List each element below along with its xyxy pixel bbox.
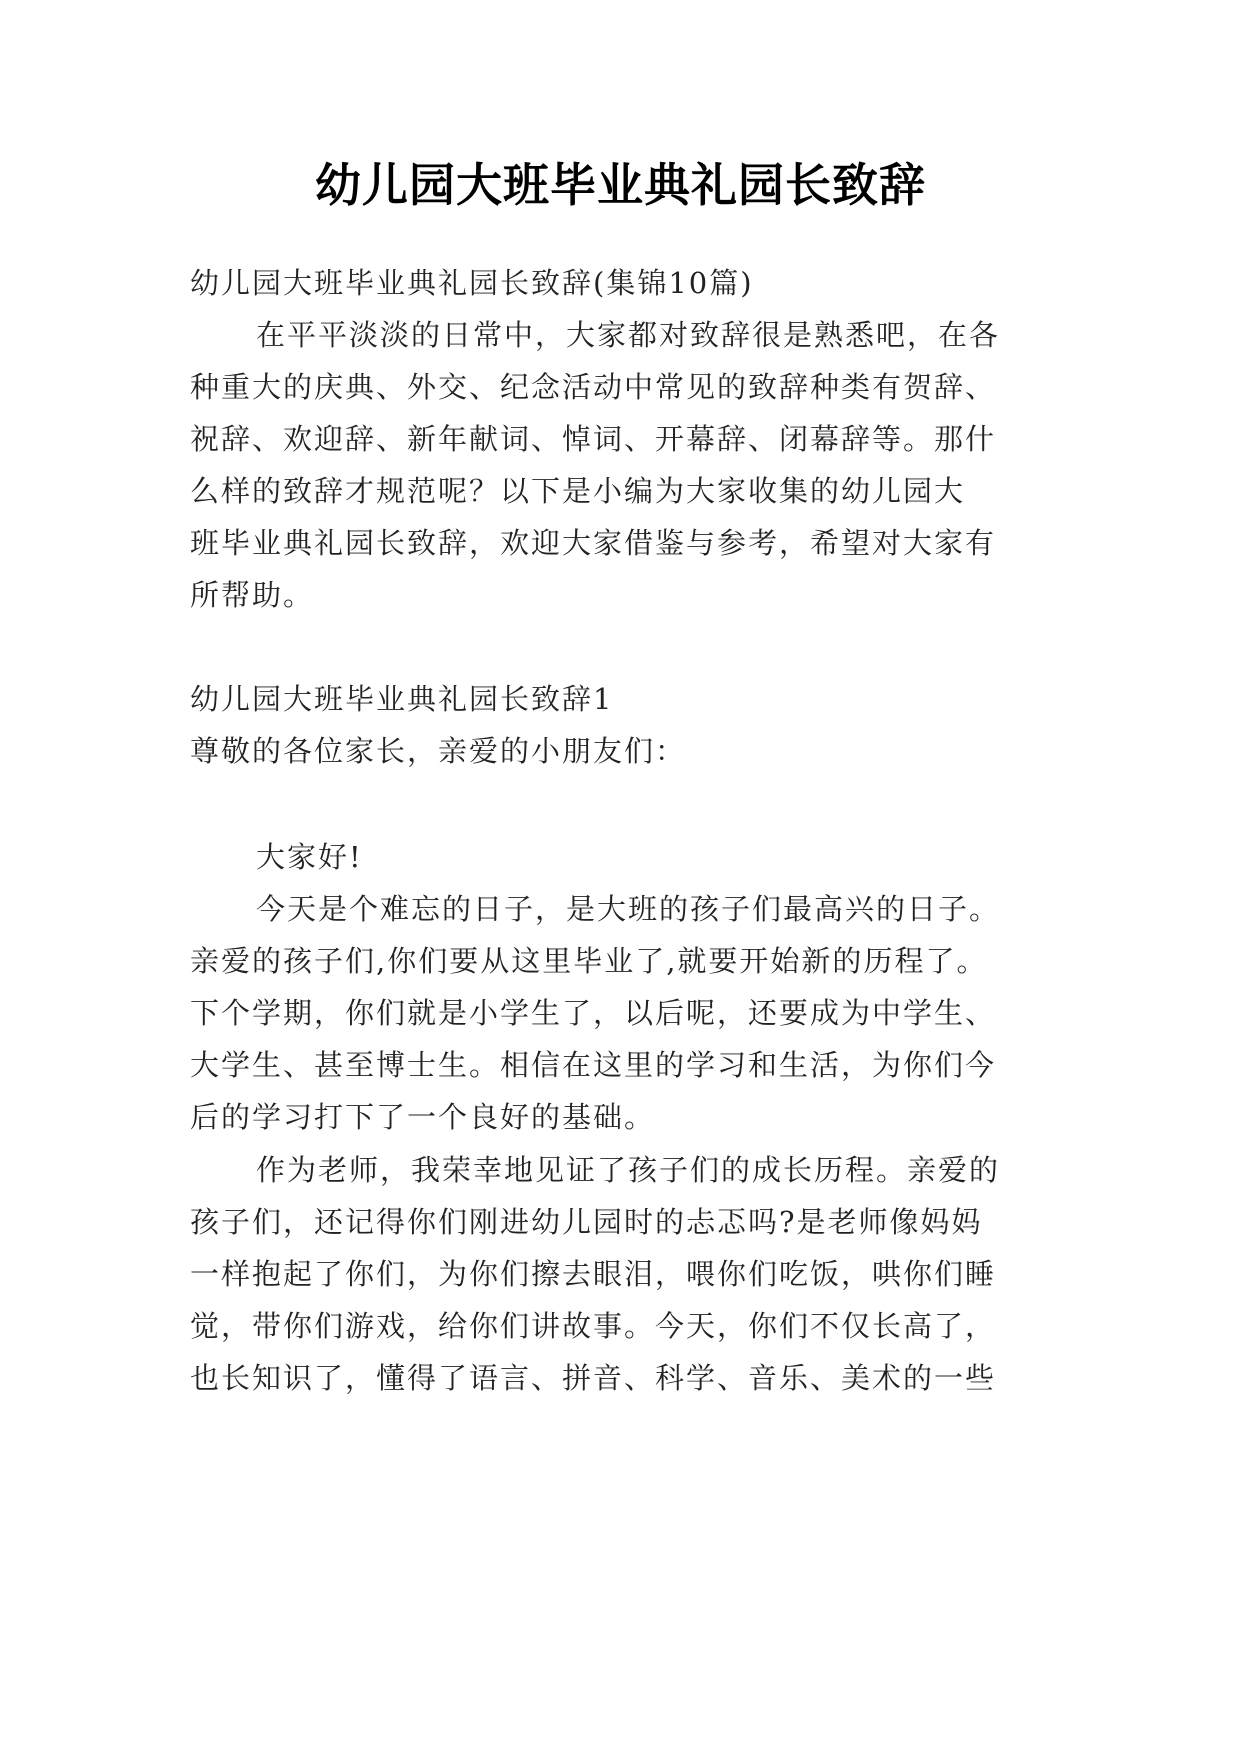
section-heading: 幼儿园大班毕业典礼园长致辞1 bbox=[190, 682, 614, 716]
intro-line: 祝辞、欢迎辞、新年献词、悼词、开幕辞、闭幕辞等。那什 bbox=[190, 422, 997, 456]
greeting: 大家好! bbox=[256, 840, 363, 874]
intro-line: 班毕业典礼园长致辞，欢迎大家借鉴与参考，希望对大家有 bbox=[190, 526, 997, 560]
paragraph-line: 今天是个难忘的日子，是大班的孩子们最高兴的日子。 bbox=[256, 892, 1001, 926]
document-title: 幼儿园大班毕业典礼园长致辞 bbox=[315, 158, 926, 212]
intro-line: 所帮助。 bbox=[190, 578, 315, 612]
paragraph-line: 后的学习打下了一个良好的基础。 bbox=[190, 1100, 656, 1134]
paragraph-line: 亲爱的孩子们,你们要从这里毕业了,就要开始新的历程了。 bbox=[190, 944, 988, 978]
document-subtitle: 幼儿园大班毕业典礼园长致辞(集锦10篇) bbox=[190, 266, 754, 300]
paragraph-line: 作为老师，我荣幸地见证了孩子们的成长历程。亲爱的 bbox=[256, 1153, 1001, 1187]
intro-line: 种重大的庆典、外交、纪念活动中常见的致辞种类有贺辞、 bbox=[190, 370, 997, 404]
intro-line: 在平平淡淡的日常中，大家都对致辞很是熟悉吧，在各 bbox=[256, 318, 1001, 352]
paragraph-line: 也长知识了，懂得了语言、拼音、科学、音乐、美术的一些 bbox=[190, 1361, 997, 1395]
salutation: 尊敬的各位家长，亲爱的小朋友们： bbox=[190, 734, 687, 768]
paragraph-line: 孩子们，还记得你们刚进幼儿园时的忐忑吗?是老师像妈妈 bbox=[190, 1205, 983, 1239]
paragraph-line: 觉，带你们游戏，给你们讲故事。今天，你们不仅长高了， bbox=[190, 1309, 997, 1343]
paragraph-line: 大学生、甚至博士生。相信在这里的学习和生活，为你们今 bbox=[190, 1048, 997, 1082]
intro-line: 么样的致辞才规范呢？以下是小编为大家收集的幼儿园大 bbox=[190, 474, 966, 508]
paragraph-line: 一样抱起了你们，为你们擦去眼泪，喂你们吃饭，哄你们睡 bbox=[190, 1257, 997, 1291]
paragraph-line: 下个学期，你们就是小学生了，以后呢，还要成为中学生、 bbox=[190, 996, 997, 1030]
